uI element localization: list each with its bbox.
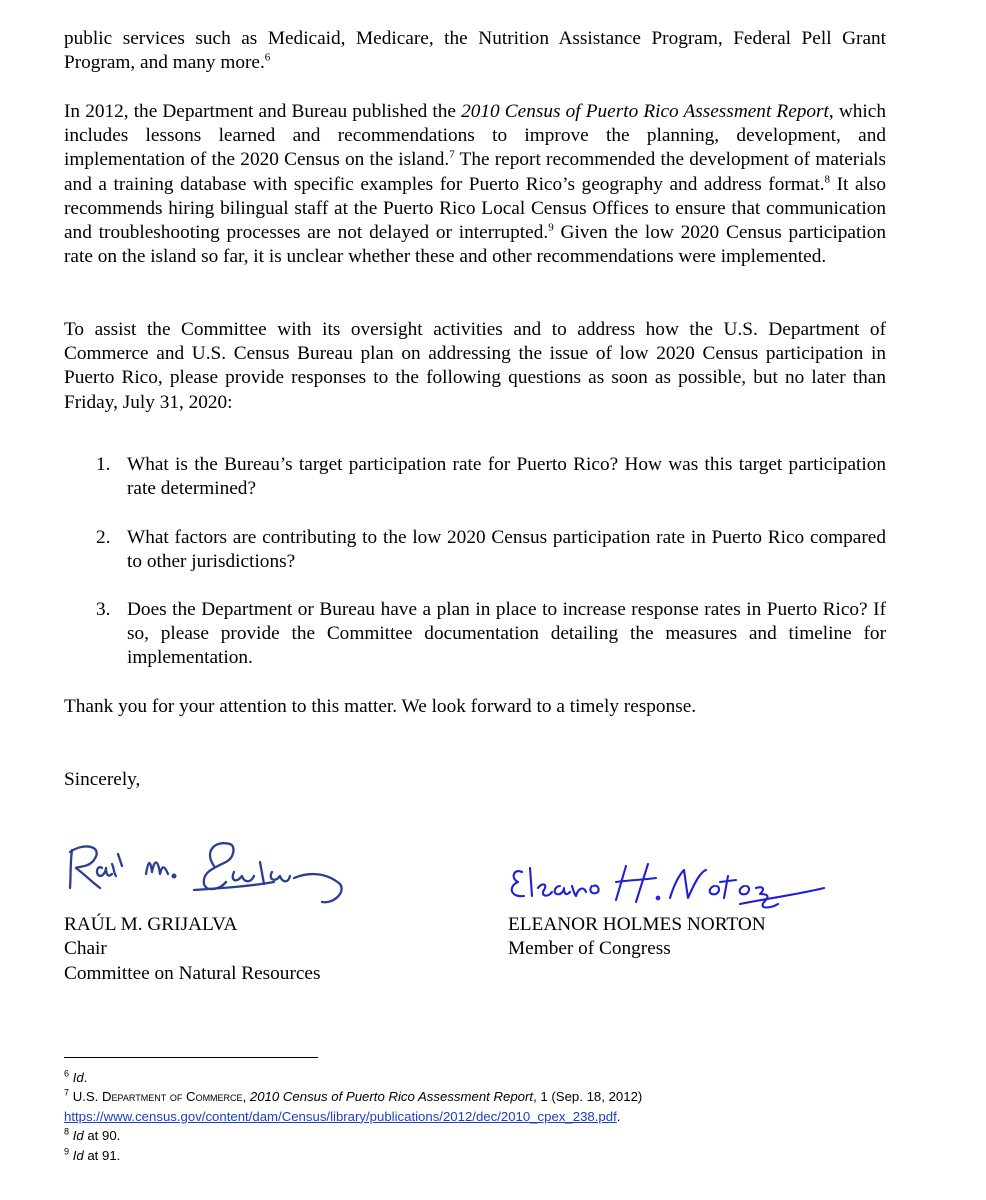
footnote-6-id: Id xyxy=(72,1070,84,1085)
footnote-6 xyxy=(64,1068,944,1087)
footnote-8-rest: at 90. xyxy=(83,1128,121,1144)
footnote-ref-7[interactable]: 7 xyxy=(449,148,455,161)
signature-grijalva xyxy=(64,832,354,912)
closing: Sincerely, xyxy=(64,769,141,790)
question-3-number: 3. xyxy=(96,599,111,620)
signer-org-left: Committee on Natural Resources xyxy=(64,962,321,984)
question-1-number: 1. xyxy=(96,454,111,475)
paragraph-2-part-d: It also recommends hiring bilingual staff at the Puerto Rico Local Census Offices to ensure that communication and troubleshooting processes are not delayed or interrupted. xyxy=(64,173,887,244)
footnote-7-agency-c: C xyxy=(182,1089,196,1105)
thanks-line: Thank you for your attention to this matter. We look forward to a timely response. xyxy=(64,696,697,717)
paragraph-2-part-e: Given the low 2020 Census participation rate on the island so far, it is unclear whether these and other recommendations were implemented. xyxy=(64,222,886,268)
paragraph-2 xyxy=(64,100,886,269)
footnote-6-rest: . xyxy=(83,1070,88,1085)
paragraph-2-part-a: In 2012, the Department and Bureau published the xyxy=(64,101,462,122)
question-2-text: What factors are contributing to the low 2020 Census participation rate in Puerto Rico compared to other jurisdictions? xyxy=(127,527,886,573)
footnote-7-agency-d: ommerce xyxy=(195,1089,243,1105)
question-3 xyxy=(96,598,886,671)
footnote-7-title: 2010 Census of Puerto Rico Assessment Report xyxy=(249,1089,534,1105)
footnote-divider xyxy=(64,1057,318,1058)
footnote-6-number: 6 xyxy=(64,1068,70,1079)
footnote-9-number: 9 xyxy=(64,1146,70,1157)
footnote-9-id: Id xyxy=(72,1147,84,1163)
footnote-7-number: 7 xyxy=(64,1088,70,1099)
paragraph-2-part-c: The report recommended the development of materials and a training database with specific examples for Puerto Rico’s geography and address format. xyxy=(64,149,886,195)
footnote-7-agency-a: U.S. D xyxy=(72,1089,112,1105)
signer-name-right: ELEANOR HOLMES NORTON xyxy=(508,914,766,935)
footnote-ref-8[interactable]: 8 xyxy=(824,173,831,186)
question-1-text: What is the Bureau’s target participation rate for Puerto Rico? How was this target participation rate determined? xyxy=(127,454,886,500)
report-title: 2010 Census of Puerto Rico Assessment Report xyxy=(461,101,829,122)
footnote-7-url[interactable]: https://www.census.gov/content/dam/Census/library/publications/2012/dec/2010_cpex_238.pdf xyxy=(64,1108,617,1124)
footnote-7-rest: , 1 (Sep. 18, 2012) xyxy=(533,1089,643,1105)
question-3-text: Does the Department or Bureau have a plan in place to increase response rates in Puerto Rico? If so, please provide the Committee documentation detailing the measures and timeline for implementation. xyxy=(127,599,886,669)
paragraph-3: To assist the Committee with its oversight activities and to address how the U.S. Department of Commerce and U.S. Census Bureau plan on addressing the issue of low 2020 Census participation in Puerto Rico, please provide responses to the following questions as soon as possible, but no later than Friday, July 31, 2020: xyxy=(64,319,886,413)
paragraph-2-part-b: , which includes lessons learned and recommendations to improve the planning, development, and implementation of the 2020 Census on the island. xyxy=(64,101,886,171)
question-2-number: 2. xyxy=(96,527,111,548)
footnotes xyxy=(64,1068,944,1165)
signature-block-right xyxy=(508,913,766,962)
footnote-8-number: 8 xyxy=(64,1126,70,1137)
footnote-8-id: Id xyxy=(72,1128,84,1144)
footnote-9 xyxy=(64,1146,944,1165)
footnote-7-comma: , xyxy=(242,1089,250,1105)
paragraph-1 xyxy=(64,27,886,75)
footnote-ref-6[interactable]: 6 xyxy=(264,51,271,64)
question-1 xyxy=(96,453,886,501)
signature-norton-ink xyxy=(508,858,828,914)
footnote-7-url-line xyxy=(64,1107,944,1126)
signature-block-left xyxy=(64,913,320,986)
footnote-9-rest: at 91. xyxy=(83,1147,121,1163)
footnote-7-agency-b: epartment of xyxy=(111,1089,183,1105)
question-2 xyxy=(96,526,886,574)
footnote-7 xyxy=(64,1087,944,1106)
paragraph-1-text: public services such as Medicaid, Medicare, the Nutrition Assistance Program, Federal Pell Grant Program, and many more. xyxy=(64,28,886,74)
signer-title-right: Member of Congress xyxy=(508,938,671,960)
signer-title-left: Chair xyxy=(64,938,107,960)
footnote-8 xyxy=(64,1126,944,1145)
signature-norton xyxy=(508,858,828,914)
signature-grijalva-ink xyxy=(64,832,354,912)
footnote-7-url-period: . xyxy=(616,1108,621,1124)
footnote-ref-9[interactable]: 9 xyxy=(548,221,554,234)
signer-name-left: RAÚL M. GRIJALVA xyxy=(64,914,238,935)
